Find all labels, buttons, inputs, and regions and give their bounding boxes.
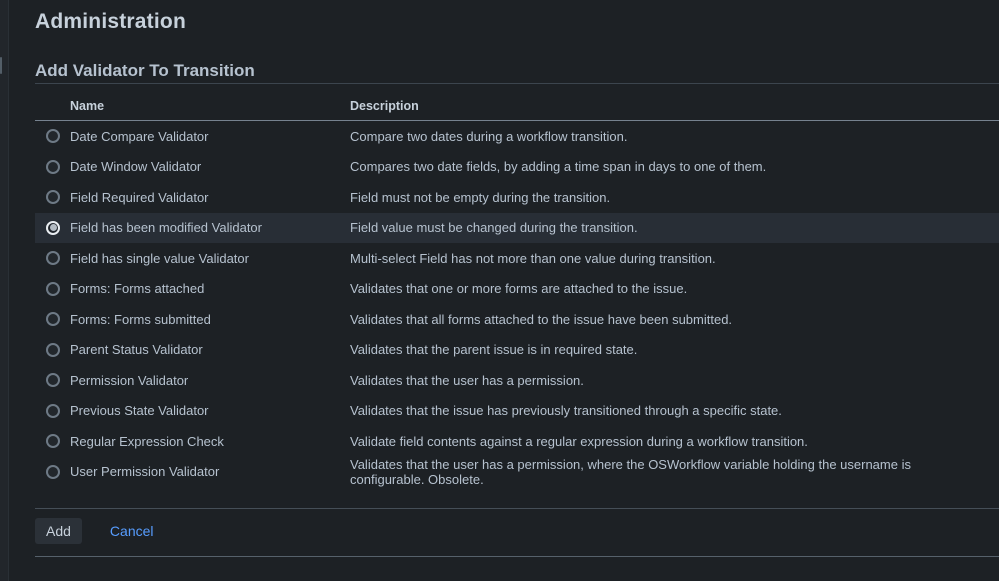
- table-row[interactable]: [35, 426, 999, 457]
- radio-button[interactable]: [46, 343, 60, 357]
- add-button[interactable]: Add: [35, 518, 82, 544]
- radio-cell: [35, 251, 70, 265]
- validator-description: Validates that the issue has previously transitioned through a specific state.: [350, 403, 782, 419]
- validator-name: Forms: Forms submitted: [70, 311, 211, 327]
- validator-name: Field has been modified Validator: [70, 220, 262, 236]
- validator-description: Compares two date fields, by adding a time span in days to one of them.: [350, 159, 767, 175]
- radio-cell: [35, 282, 70, 296]
- table-row[interactable]: [35, 243, 999, 274]
- table-row[interactable]: [35, 121, 999, 152]
- form-actions: [35, 509, 999, 544]
- radio-button[interactable]: [46, 251, 60, 265]
- cancel-link[interactable]: Cancel: [109, 523, 154, 539]
- validator-description: Validates that the parent issue is in required state.: [350, 342, 638, 358]
- validator-description: Validate field contents against a regular expression during a workflow transition.: [350, 433, 808, 449]
- page-title: Administration: [35, 10, 186, 33]
- radio-button[interactable]: [46, 434, 60, 448]
- radio-button[interactable]: [46, 465, 60, 479]
- radio-cell: [35, 373, 70, 387]
- validator-name: Permission Validator: [70, 372, 189, 388]
- validator-name: Parent Status Validator: [70, 342, 203, 358]
- left-scrollbar-thumb[interactable]: [0, 57, 2, 74]
- radio-button[interactable]: [46, 160, 60, 174]
- footer-divider: [35, 556, 999, 557]
- validator-name: Date Compare Validator: [70, 128, 209, 144]
- validator-name: Field Required Validator: [70, 189, 209, 205]
- validator-name: Field has single value Validator: [70, 250, 249, 266]
- table-row[interactable]: [35, 213, 999, 244]
- validator-description: Compare two dates during a workflow transition.: [350, 128, 628, 144]
- table-header-row: [35, 84, 999, 121]
- column-header-name: Name: [70, 99, 105, 113]
- radio-cell: [35, 465, 70, 479]
- radio-cell: [35, 221, 70, 235]
- table-row[interactable]: [35, 274, 999, 305]
- radio-cell: [35, 343, 70, 357]
- radio-cell: [35, 129, 70, 143]
- radio-button[interactable]: [46, 312, 60, 326]
- radio-button[interactable]: [46, 373, 60, 387]
- table-row[interactable]: [35, 335, 999, 366]
- radio-cell: [35, 434, 70, 448]
- column-header-description: Description: [350, 99, 419, 113]
- main-content: [10, 0, 999, 581]
- radio-button[interactable]: [46, 282, 60, 296]
- validator-description: Field must not be empty during the transition.: [350, 189, 611, 205]
- validator-name: User Permission Validator: [70, 464, 220, 480]
- radio-cell: [35, 312, 70, 326]
- validator-description: Field value must be changed during the transition.: [350, 220, 638, 236]
- radio-button[interactable]: [46, 129, 60, 143]
- collapsed-sidebar-edge: [0, 0, 9, 581]
- table-body: [35, 121, 999, 487]
- radio-cell: [35, 190, 70, 204]
- table-row[interactable]: [35, 182, 999, 213]
- validator-name: Previous State Validator: [70, 403, 209, 419]
- table-row[interactable]: [35, 365, 999, 396]
- radio-button[interactable]: [46, 190, 60, 204]
- validator-description: Validates that one or more forms are attached to the issue.: [350, 281, 688, 297]
- validator-description: Validates that all forms attached to the issue have been submitted.: [350, 311, 733, 327]
- table-row[interactable]: [35, 152, 999, 183]
- section-title: Add Validator To Transition: [35, 61, 999, 84]
- validator-description: Validates that the user has a permission, where the OSWorkflow variable holding the username is configurable. Obsolete.: [350, 456, 911, 487]
- validator-description: Validates that the user has a permission.: [350, 372, 584, 388]
- validator-name: Date Window Validator: [70, 159, 202, 175]
- table-row[interactable]: [35, 396, 999, 427]
- radio-button[interactable]: [46, 404, 60, 418]
- validator-description: Multi-select Field has not more than one value during transition.: [350, 250, 716, 266]
- radio-cell: [35, 160, 70, 174]
- radio-cell: [35, 404, 70, 418]
- validators-table: [35, 84, 999, 487]
- validator-name: Forms: Forms attached: [70, 281, 205, 297]
- table-row[interactable]: [35, 304, 999, 335]
- radio-button[interactable]: [46, 221, 60, 235]
- validator-name: Regular Expression Check: [70, 433, 224, 449]
- table-row[interactable]: [35, 457, 999, 488]
